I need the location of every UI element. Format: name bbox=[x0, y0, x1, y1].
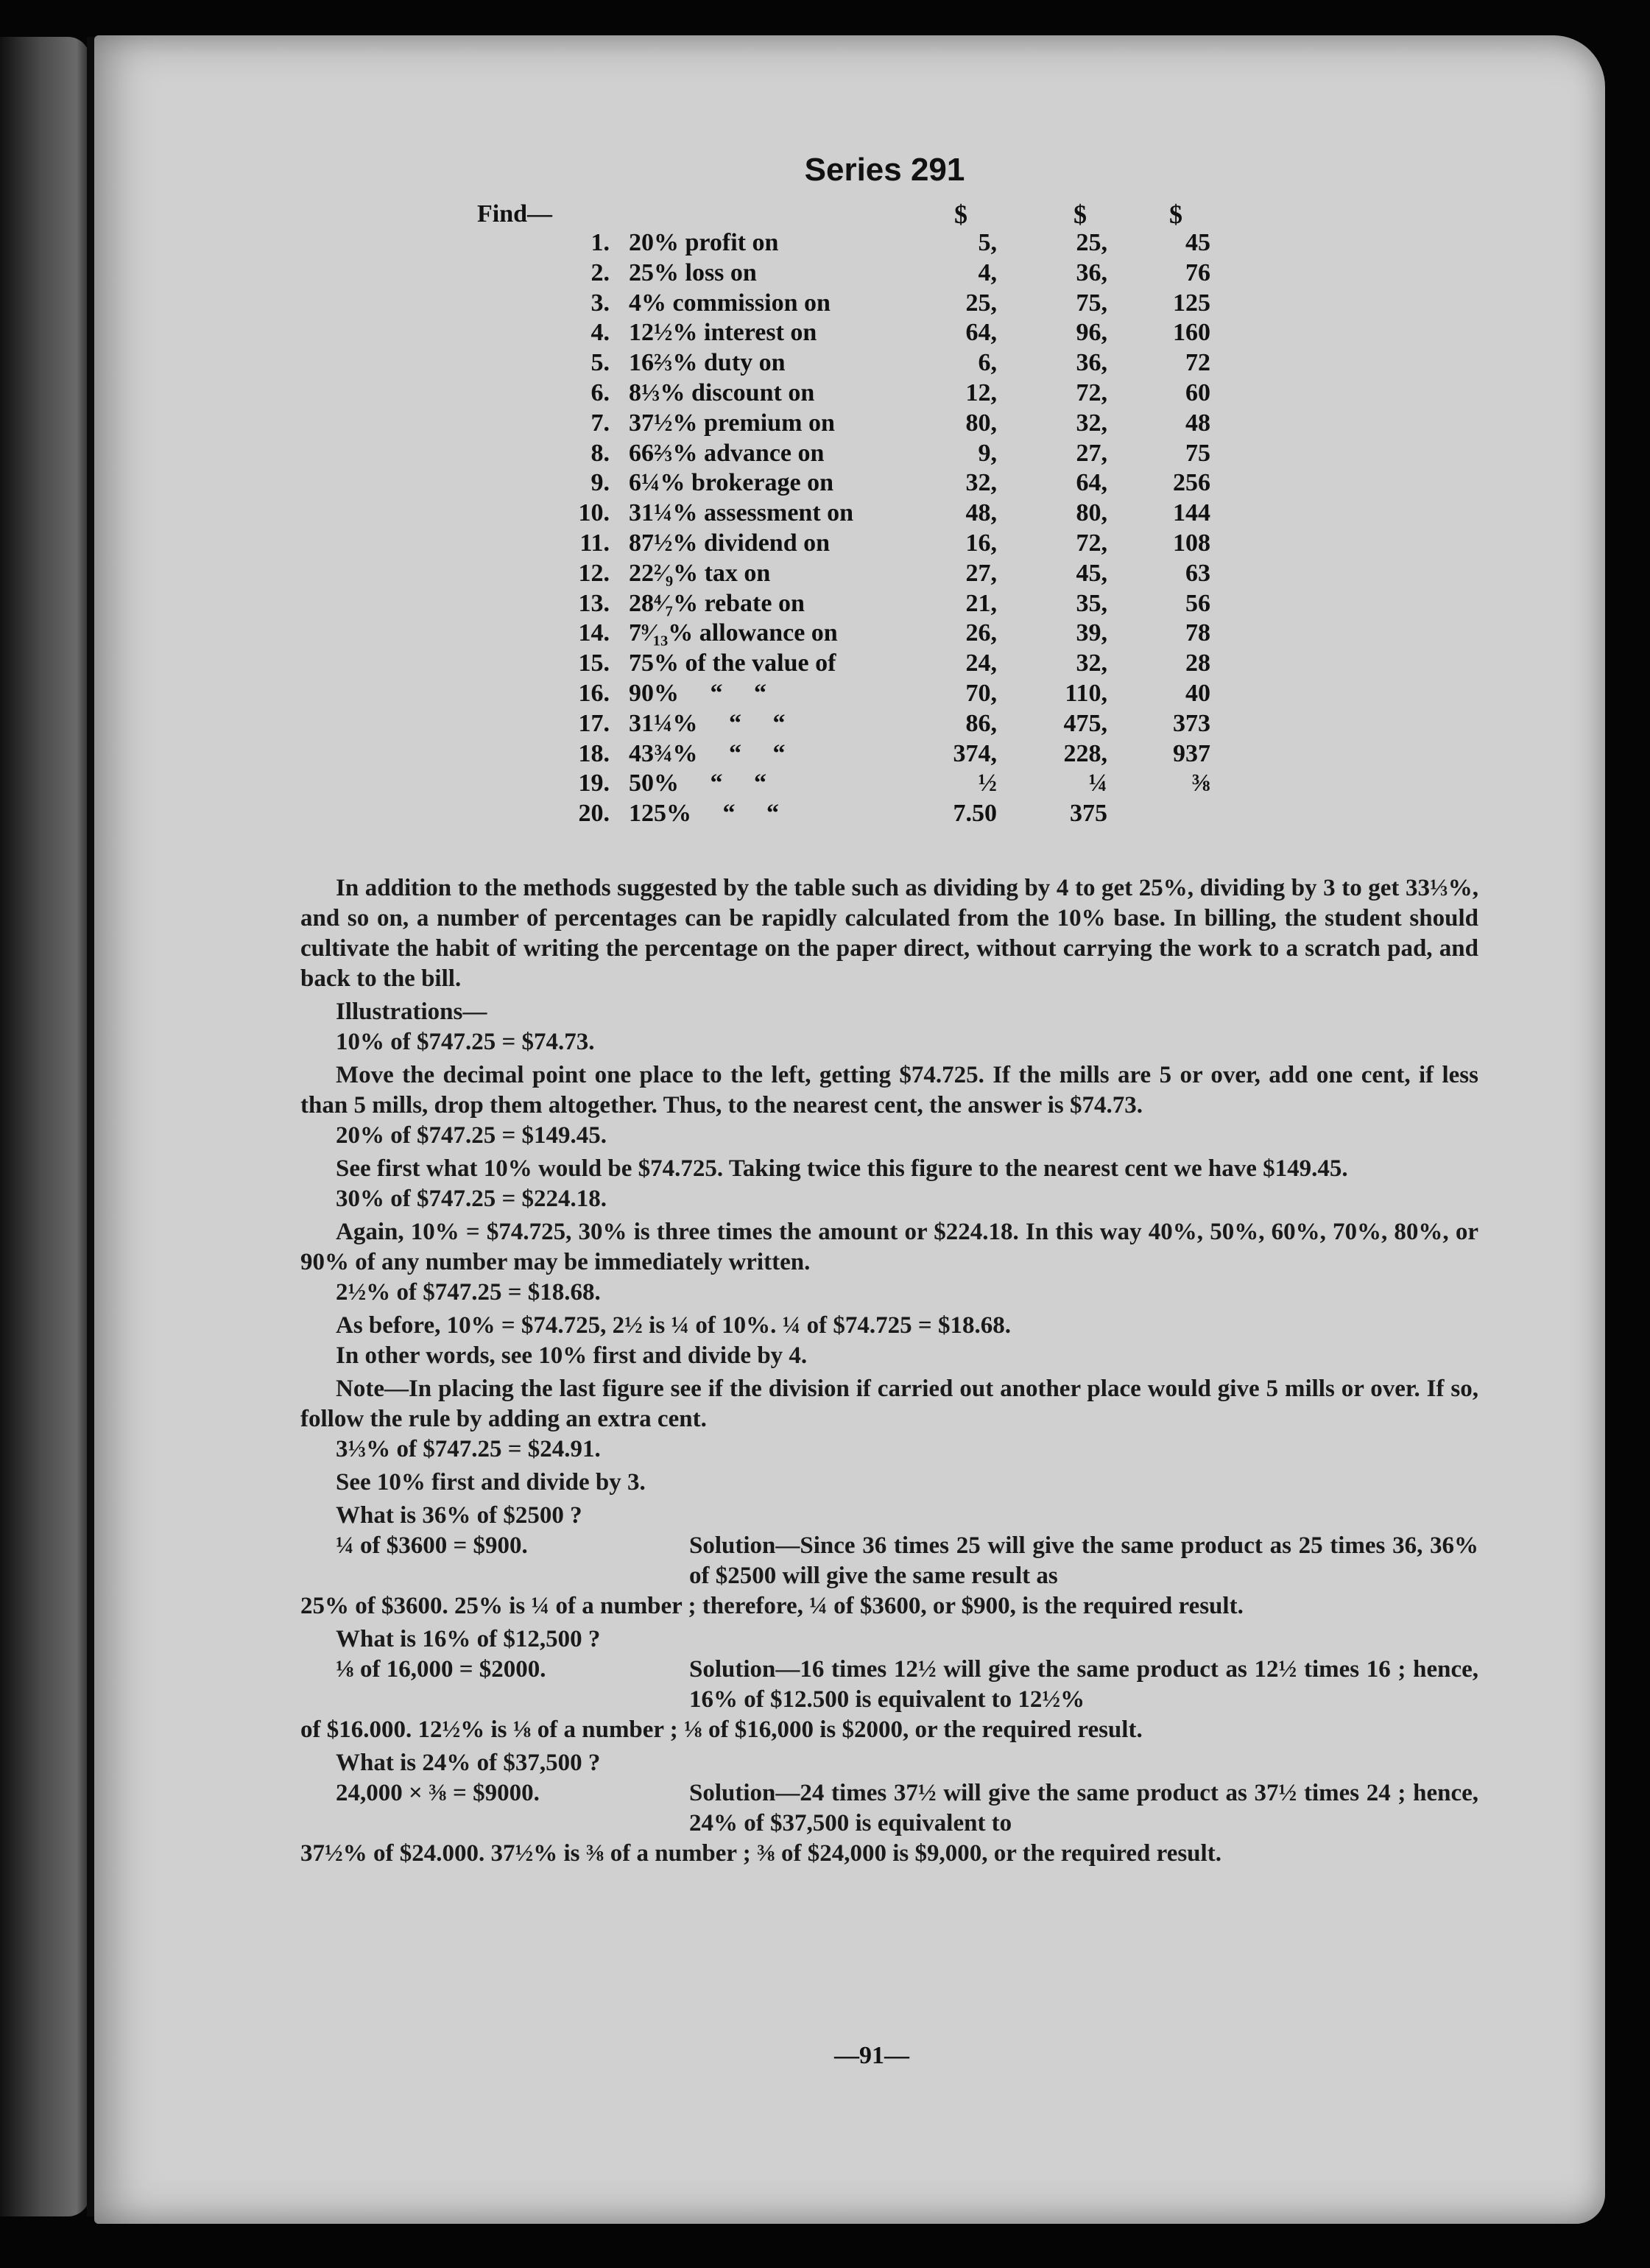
question-3-solution-cont: 37½% of $24.000. 37½% is ⅜ of a number ; ⅜ of $24,000 is $9,000, or the required result. bbox=[300, 1840, 1221, 1867]
row-value-3: 72 bbox=[1185, 349, 1210, 377]
row-number: 20. bbox=[578, 800, 610, 828]
row-value-3: 48 bbox=[1185, 409, 1210, 437]
row-item: 20% profit on bbox=[629, 229, 779, 256]
row-value-1: 64, bbox=[965, 319, 997, 347]
row-item: 90% “ “ bbox=[629, 679, 766, 707]
row-value-1: 26, bbox=[965, 619, 997, 647]
row-number: 8. bbox=[590, 439, 610, 467]
question-1-work: ¼ of $3600 = $900. bbox=[336, 1532, 528, 1559]
question-3-solution-text: Solution—24 times 37½ will give the same product as 37½ times 24 ; hence, 24% of $37,500 is equivalent to bbox=[689, 1780, 1478, 1836]
row-number: 7. bbox=[590, 409, 610, 437]
row-item: 87½% dividend on bbox=[629, 529, 831, 557]
row-value-1: 80, bbox=[965, 409, 997, 437]
row-value-1: 374, bbox=[953, 739, 997, 767]
row-number: 13. bbox=[578, 589, 610, 617]
table-row bbox=[521, 559, 1210, 589]
row-number: 18. bbox=[578, 739, 610, 767]
row-item: 22²⁄₉% tax on bbox=[629, 559, 771, 587]
row-value-2: 72, bbox=[1076, 529, 1107, 557]
row-value-1: 21, bbox=[965, 589, 997, 617]
question-1: What is 36% of $2500 ? bbox=[336, 1502, 582, 1529]
row-value-1: 27, bbox=[965, 559, 997, 587]
column-header-2: $ bbox=[1073, 200, 1087, 229]
illustrations-label: Illustrations— bbox=[336, 999, 487, 1025]
table-row bbox=[521, 739, 1210, 770]
table-row bbox=[521, 468, 1210, 499]
table-row bbox=[521, 649, 1210, 679]
row-item: 12½% interest on bbox=[629, 319, 817, 347]
page-title: Series 291 bbox=[804, 152, 965, 188]
row-item: 25% loss on bbox=[629, 258, 757, 286]
row-value-3: 144 bbox=[1173, 499, 1210, 527]
row-item: 28⁴⁄₇% rebate on bbox=[629, 589, 805, 617]
row-value-2: 96, bbox=[1076, 319, 1107, 347]
row-value-2: 475, bbox=[1063, 709, 1107, 737]
row-value-1: 6, bbox=[978, 349, 997, 377]
table-row bbox=[521, 709, 1210, 739]
table-row bbox=[521, 769, 1210, 799]
question-2-solution bbox=[300, 1655, 1478, 1715]
row-value-1: 25, bbox=[965, 289, 997, 317]
row-value-3: 45 bbox=[1185, 229, 1210, 256]
example-5: 3⅓% of $747.25 = $24.91. bbox=[336, 1436, 601, 1462]
row-number: 5. bbox=[590, 349, 610, 377]
problem-table bbox=[521, 228, 1210, 829]
row-value-2: ¼ bbox=[1088, 770, 1107, 797]
row-number: 2. bbox=[590, 258, 610, 286]
example-2: 20% of $747.25 = $149.45. bbox=[336, 1122, 607, 1149]
row-value-2: 36, bbox=[1076, 258, 1107, 286]
column-header-1: $ bbox=[954, 200, 967, 229]
question-1-solution-text: Solution—Since 36 times 25 will give the same product as 25 times 36, 36% of $2500 will give the same result as bbox=[689, 1532, 1478, 1589]
row-value-3: 108 bbox=[1173, 529, 1210, 557]
row-item: 16⅔% duty on bbox=[629, 349, 786, 377]
row-value-1: 4, bbox=[978, 258, 997, 286]
question-1-solution-cont: 25% of $3600. 25% is ¼ of a number ; therefore, ¼ of $3600, or $900, is the required result. bbox=[300, 1593, 1244, 1619]
question-2: What is 16% of $12,500 ? bbox=[336, 1626, 601, 1652]
row-value-3: 60 bbox=[1185, 378, 1210, 406]
left-page-edge bbox=[0, 37, 90, 2216]
row-value-2: 228, bbox=[1063, 739, 1107, 767]
row-value-2: 25, bbox=[1076, 229, 1107, 256]
example-1: 10% of $747.25 = $74.73. bbox=[336, 1029, 595, 1055]
row-value-2: 375 bbox=[1070, 800, 1107, 828]
example-3-text: Again, 10% = $74.725, 30% is three times the amount or $224.18. In this way 40%, 50%, 60%, 70%, 80%, or 90% of any number may be immediately written. bbox=[300, 1219, 1478, 1275]
table-row bbox=[521, 679, 1210, 709]
table-row bbox=[521, 228, 1210, 258]
row-value-2: 72, bbox=[1076, 378, 1107, 406]
row-value-1: 16, bbox=[965, 529, 997, 557]
row-item: 6¼% brokerage on bbox=[629, 469, 833, 497]
table-row bbox=[521, 799, 1210, 829]
row-value-3: 937 bbox=[1173, 739, 1210, 767]
table-row bbox=[521, 589, 1210, 619]
table-row bbox=[521, 499, 1210, 529]
row-value-3: 28 bbox=[1185, 649, 1210, 677]
question-1-solution bbox=[300, 1531, 1478, 1591]
row-item: 8⅓% discount on bbox=[629, 378, 815, 406]
row-value-3: 256 bbox=[1173, 469, 1210, 497]
column-header-3: $ bbox=[1169, 200, 1182, 229]
table-row bbox=[521, 439, 1210, 469]
row-value-1: ½ bbox=[978, 770, 997, 797]
question-2-work: ⅛ of 16,000 = $2000. bbox=[336, 1656, 546, 1683]
row-value-2: 45, bbox=[1076, 559, 1107, 587]
table-row bbox=[521, 318, 1210, 348]
intro-paragraph: In addition to the methods suggested by the table such as dividing by 4 to get 25%, dividing by 3 to get 33⅓%, and so on, a number of percentages can be rapidly calculated from the 10% base. In billing, the student should cultivate the habit of writing the percentage on the paper direct, without carrying the work to a scratch pad, and back to the bill. bbox=[300, 875, 1478, 992]
row-value-1: 70, bbox=[965, 679, 997, 707]
question-3: What is 24% of $37,500 ? bbox=[336, 1750, 601, 1776]
book-page bbox=[94, 35, 1605, 2224]
question-2-solution-text: Solution—16 times 12½ will give the same product as 12½ times 16 ; hence, 16% of $12.500 is equivalent to 12½% bbox=[689, 1656, 1478, 1713]
row-value-2: 64, bbox=[1076, 469, 1107, 497]
row-number: 4. bbox=[590, 319, 610, 347]
row-number: 14. bbox=[578, 619, 610, 647]
row-number: 17. bbox=[578, 709, 610, 737]
row-number: 3. bbox=[590, 289, 610, 317]
row-value-1: 24, bbox=[965, 649, 997, 677]
row-item: 125% “ “ bbox=[629, 800, 779, 828]
row-value-1: 5, bbox=[978, 229, 997, 256]
row-value-3: 75 bbox=[1185, 439, 1210, 467]
find-label: Find— bbox=[477, 200, 553, 228]
row-value-2: 32, bbox=[1076, 649, 1107, 677]
row-value-1: 86, bbox=[965, 709, 997, 737]
note-paragraph: Note—In placing the last figure see if the division if carried out another place would give 5 mills or over. If so, follow the rule by adding an extra cent. bbox=[300, 1376, 1478, 1432]
row-value-3: 125 bbox=[1173, 289, 1210, 317]
row-value-3: 160 bbox=[1173, 319, 1210, 347]
table-row bbox=[521, 529, 1210, 559]
row-value-2: 27, bbox=[1076, 439, 1107, 467]
row-item: 43¾% “ “ bbox=[629, 739, 786, 767]
row-number: 15. bbox=[578, 649, 610, 677]
row-value-1: 48, bbox=[965, 499, 997, 527]
row-item: 75% of the value of bbox=[629, 649, 836, 677]
row-value-2: 110, bbox=[1065, 679, 1107, 707]
row-item: 31¼% assessment on bbox=[629, 499, 854, 527]
row-item: 37½% premium on bbox=[629, 409, 835, 437]
page-body bbox=[300, 873, 1478, 1869]
row-number: 12. bbox=[578, 559, 610, 587]
row-number: 16. bbox=[578, 679, 610, 707]
row-value-3 bbox=[1107, 799, 1210, 829]
example-1-text: Move the decimal point one place to the left, getting $74.725. If the mills are 5 or over, add one cent, if less than 5 mills, drop them altogether. Thus, to the nearest cent, the answer is $74.73. bbox=[300, 1062, 1478, 1119]
row-value-2: 80, bbox=[1076, 499, 1107, 527]
page-number: —91— bbox=[834, 2042, 909, 2069]
row-value-2: 32, bbox=[1076, 409, 1107, 437]
question-3-work: 24,000 × ⅜ = $9000. bbox=[336, 1780, 540, 1806]
row-value-2: 75, bbox=[1076, 289, 1107, 317]
example-4-text-2: In other words, see 10% first and divide by 4. bbox=[336, 1342, 808, 1369]
example-3: 30% of $747.25 = $224.18. bbox=[336, 1186, 607, 1212]
row-item: 31¼% “ “ bbox=[629, 709, 786, 737]
row-value-3: 56 bbox=[1185, 589, 1210, 617]
row-number: 6. bbox=[590, 378, 610, 406]
example-5-text: See 10% first and divide by 3. bbox=[336, 1469, 646, 1496]
row-value-1: 32, bbox=[965, 469, 997, 497]
row-item: 7⁹⁄₁₃% allowance on bbox=[629, 619, 838, 647]
row-value-3: 76 bbox=[1185, 258, 1210, 286]
row-number: 11. bbox=[579, 529, 610, 557]
row-value-1: 7.50 bbox=[953, 800, 997, 828]
row-value-2: 35, bbox=[1076, 589, 1107, 617]
question-2-solution-cont: of $16.000. 12½% is ⅛ of a number ; ⅛ of $16,000 is $2000, or the required result. bbox=[300, 1716, 1143, 1743]
row-value-2: 36, bbox=[1076, 349, 1107, 377]
row-value-1: 12, bbox=[965, 378, 997, 406]
question-3-solution bbox=[300, 1778, 1478, 1839]
table-row bbox=[521, 289, 1210, 319]
table-row bbox=[521, 258, 1210, 289]
row-value-1: 9, bbox=[978, 439, 997, 467]
table-row bbox=[521, 409, 1210, 439]
row-value-2: 39, bbox=[1076, 619, 1107, 647]
row-number: 19. bbox=[578, 770, 610, 797]
row-item: 4% commission on bbox=[629, 289, 831, 317]
row-value-3: 63 bbox=[1185, 559, 1210, 587]
row-value-3: 78 bbox=[1185, 619, 1210, 647]
row-value-3: 40 bbox=[1185, 679, 1210, 707]
row-number: 1. bbox=[590, 229, 610, 256]
row-value-3: ⅜ bbox=[1191, 770, 1210, 797]
example-4: 2½% of $747.25 = $18.68. bbox=[336, 1279, 601, 1306]
row-item: 66⅔% advance on bbox=[629, 439, 825, 467]
row-value-3: 373 bbox=[1173, 709, 1210, 737]
row-item: 50% “ “ bbox=[629, 770, 766, 797]
row-number: 10. bbox=[578, 499, 610, 527]
table-row bbox=[521, 348, 1210, 378]
table-row bbox=[521, 619, 1210, 649]
example-2-text: See first what 10% would be $74.725. Taking twice this figure to the nearest cent we have $149.45. bbox=[336, 1155, 1348, 1182]
table-row bbox=[521, 378, 1210, 409]
row-number: 9. bbox=[590, 469, 610, 497]
example-4-text: As before, 10% = $74.725, 2½ is ¼ of 10%. ¼ of $74.725 = $18.68. bbox=[336, 1312, 1011, 1339]
